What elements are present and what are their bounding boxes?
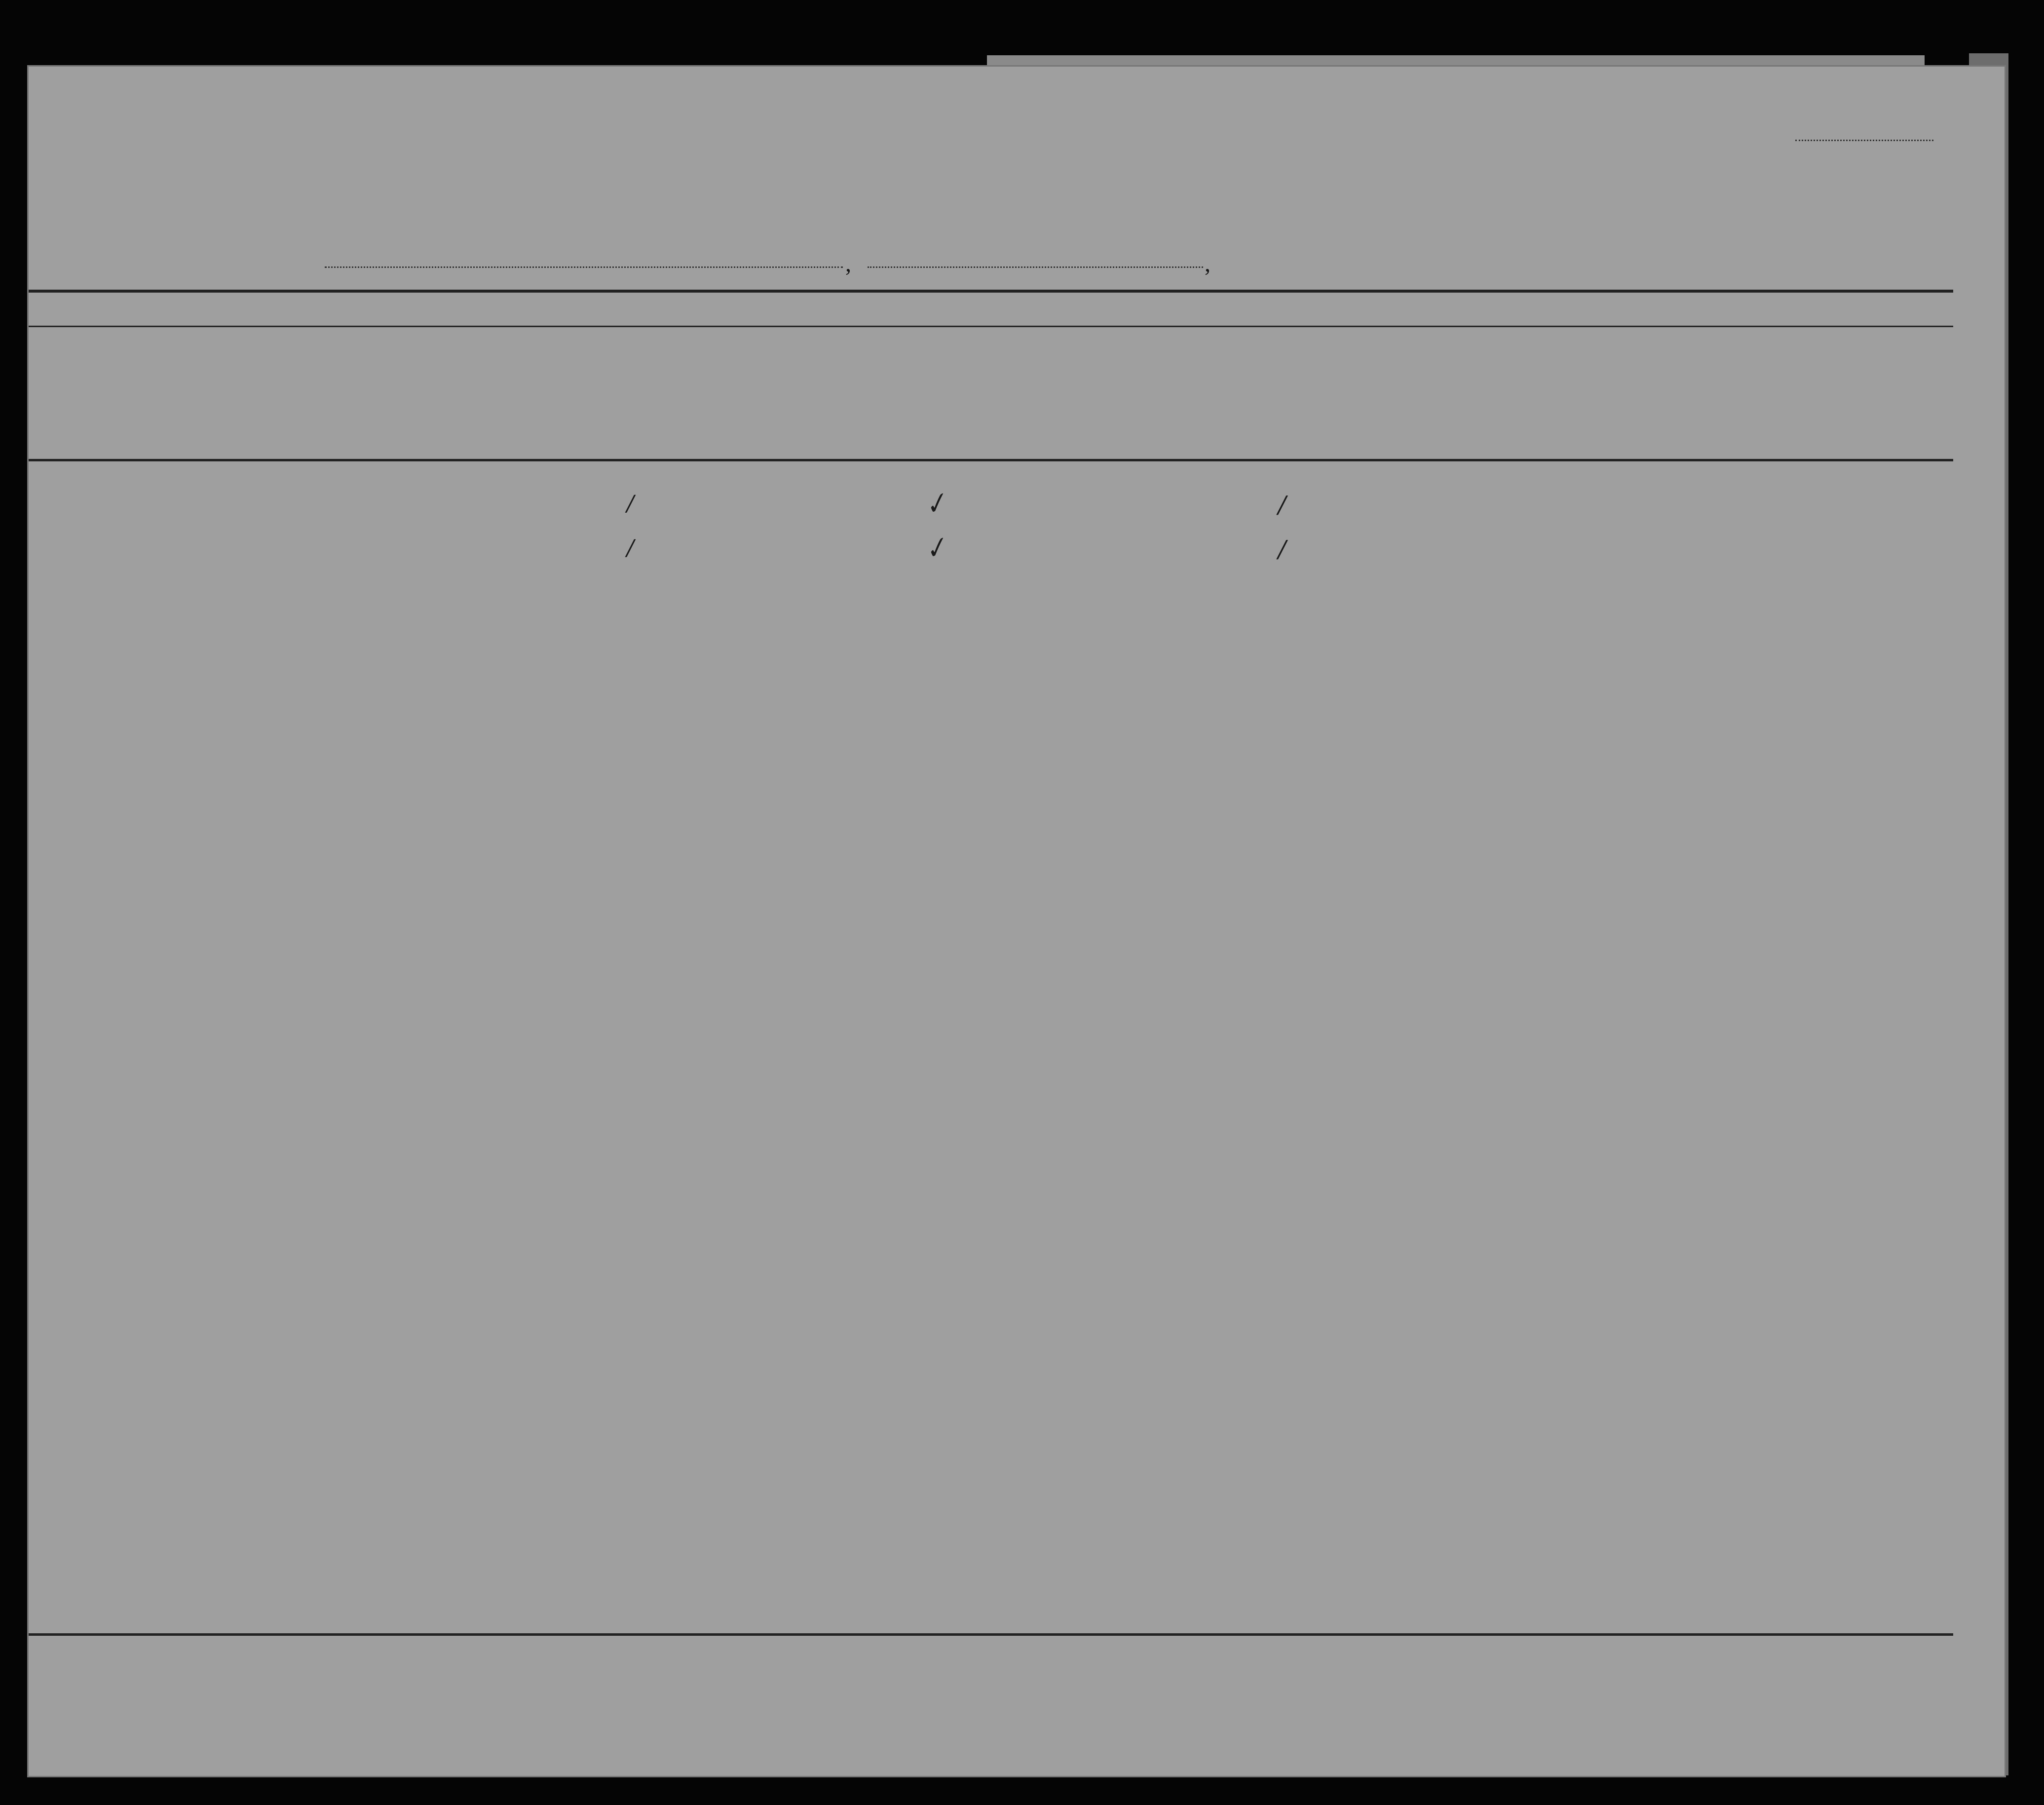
header-q29 bbox=[1465, 348, 1494, 456]
table-grid bbox=[29, 67, 2006, 1777]
check-mark: ✓ bbox=[919, 530, 951, 567]
slash-mark: / bbox=[627, 491, 634, 516]
comma-2: , bbox=[1205, 251, 1211, 277]
header-purpose-b bbox=[1246, 363, 1269, 456]
header-q30 bbox=[1506, 348, 1527, 456]
header-ticket bbox=[593, 350, 617, 449]
header-purpose-c bbox=[1278, 363, 1302, 456]
manifest-sheet bbox=[27, 65, 2006, 1777]
header-q28 bbox=[1407, 348, 1446, 456]
slash-mark: / bbox=[1278, 491, 1287, 519]
check-mark: ✓ bbox=[919, 486, 951, 523]
slash-mark: / bbox=[1278, 535, 1287, 563]
header-money bbox=[727, 348, 752, 451]
comma-1: , bbox=[845, 251, 851, 277]
header-prison bbox=[1309, 348, 1342, 456]
header-purpose-a bbox=[1198, 363, 1228, 456]
header-q31 bbox=[1533, 348, 1554, 456]
slash-mark: / bbox=[627, 535, 634, 561]
